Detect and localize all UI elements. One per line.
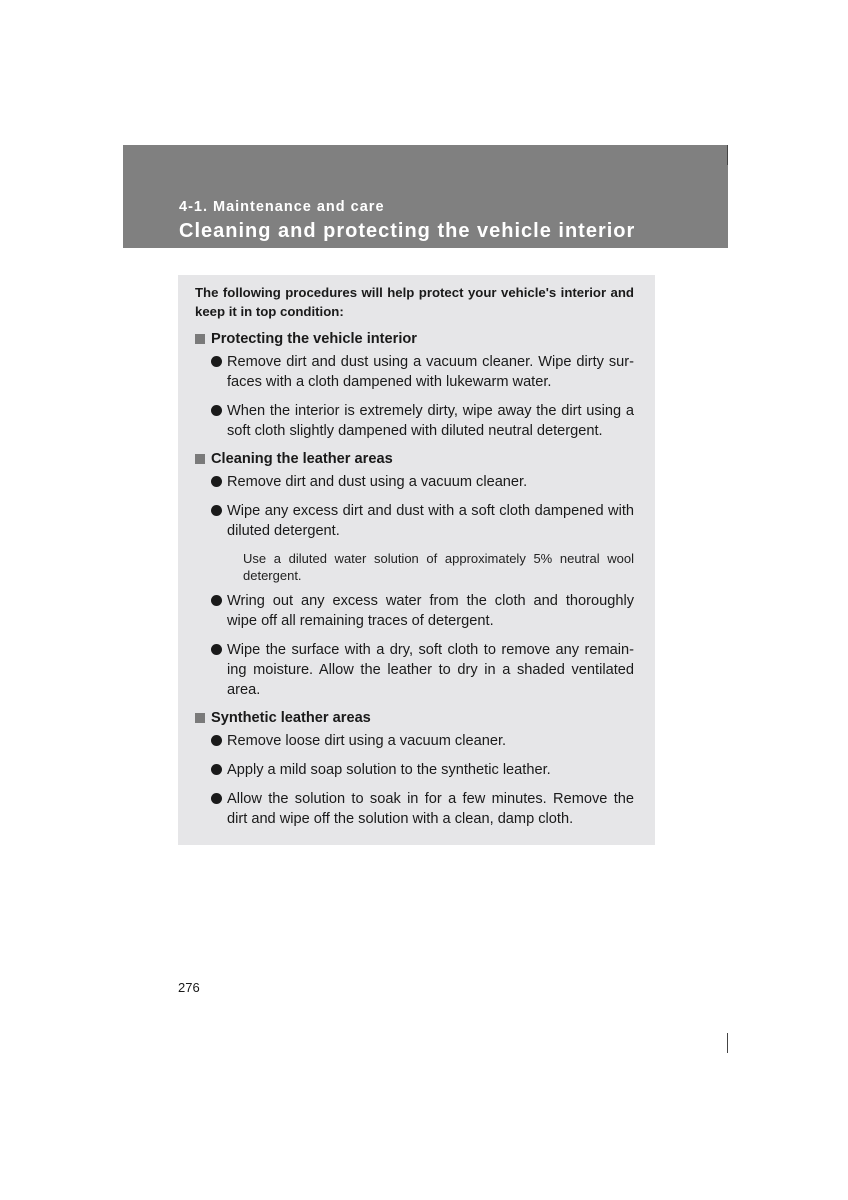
item-line: area. <box>227 682 261 698</box>
list-item <box>227 591 634 631</box>
section-heading-text: Cleaning the leather areas <box>211 451 393 467</box>
note-line: detergent. <box>243 568 302 583</box>
round-bullet-icon <box>211 644 222 655</box>
list-item <box>227 501 634 584</box>
content-box <box>178 275 655 845</box>
item-line: Wipe any excess dirt and dust with a soft cloth dampened with <box>227 503 634 519</box>
chapter-header-band <box>123 145 728 248</box>
item-line: dirt and wipe off the solution with a clean, damp cloth. <box>227 811 574 827</box>
round-bullet-icon <box>211 405 222 416</box>
item-line: wipe off all remaining traces of detergent. <box>227 613 494 629</box>
list-item <box>227 640 634 700</box>
item-line: ing moisture. Allow the leather to dry in a shaded ventilated <box>227 662 634 678</box>
list-item <box>227 472 634 492</box>
crop-mark-bottom <box>727 1033 728 1053</box>
page-number: 276 <box>178 980 200 995</box>
round-bullet-icon <box>211 476 222 487</box>
item-line: Wring out any excess water from the cloth and thoroughly <box>227 593 634 609</box>
square-bullet-icon <box>195 334 205 344</box>
square-bullet-icon <box>195 454 205 464</box>
round-bullet-icon <box>211 595 222 606</box>
section-heading-protecting-interior <box>195 329 634 349</box>
page-title: Cleaning and protecting the vehicle interior <box>179 220 636 242</box>
intro-line: The following procedures will help protect your vehicle's interior and <box>195 285 634 300</box>
section-heading-synthetic-leather <box>195 708 634 728</box>
item-line: Allow the solution to soak in for a few minutes. Remove the <box>227 791 634 807</box>
item-line: Wipe the surface with a dry, soft cloth to remove any remain- <box>227 642 634 658</box>
round-bullet-icon <box>211 505 222 516</box>
square-bullet-icon <box>195 713 205 723</box>
round-bullet-icon <box>211 735 222 746</box>
item-line: Remove dirt and dust using a vacuum cleaner. Wipe dirty sur- <box>227 354 634 370</box>
list-item <box>227 731 634 751</box>
round-bullet-icon <box>211 764 222 775</box>
item-line: Apply a mild soap solution to the synthetic leather. <box>227 762 551 778</box>
item-line: diluted detergent. <box>227 523 340 539</box>
list-item <box>227 352 634 392</box>
round-bullet-icon <box>211 793 222 804</box>
section-heading-text: Synthetic leather areas <box>211 710 371 726</box>
item-line: soft cloth slightly dampened with diluted neutral detergent. <box>227 423 603 439</box>
section-label: 4-1. Maintenance and care <box>179 199 385 215</box>
section-heading-leather-areas <box>195 449 634 469</box>
item-line: faces with a cloth dampened with lukewarm water. <box>227 374 552 390</box>
list-item <box>227 760 634 780</box>
note-line: Use a diluted water solution of approximately 5% neutral wool <box>243 551 634 566</box>
item-line: Remove dirt and dust using a vacuum cleaner. <box>227 474 528 490</box>
round-bullet-icon <box>211 356 222 367</box>
intro-line: keep it in top condition: <box>195 304 344 319</box>
intro-text <box>195 283 634 321</box>
item-line: Remove loose dirt using a vacuum cleaner. <box>227 733 507 749</box>
item-line: When the interior is extremely dirty, wipe away the dirt using a <box>227 403 634 419</box>
item-note <box>243 550 634 584</box>
list-item <box>227 789 634 829</box>
crop-mark-top <box>727 145 728 165</box>
section-heading-text: Protecting the vehicle interior <box>211 331 417 347</box>
list-item <box>227 401 634 441</box>
